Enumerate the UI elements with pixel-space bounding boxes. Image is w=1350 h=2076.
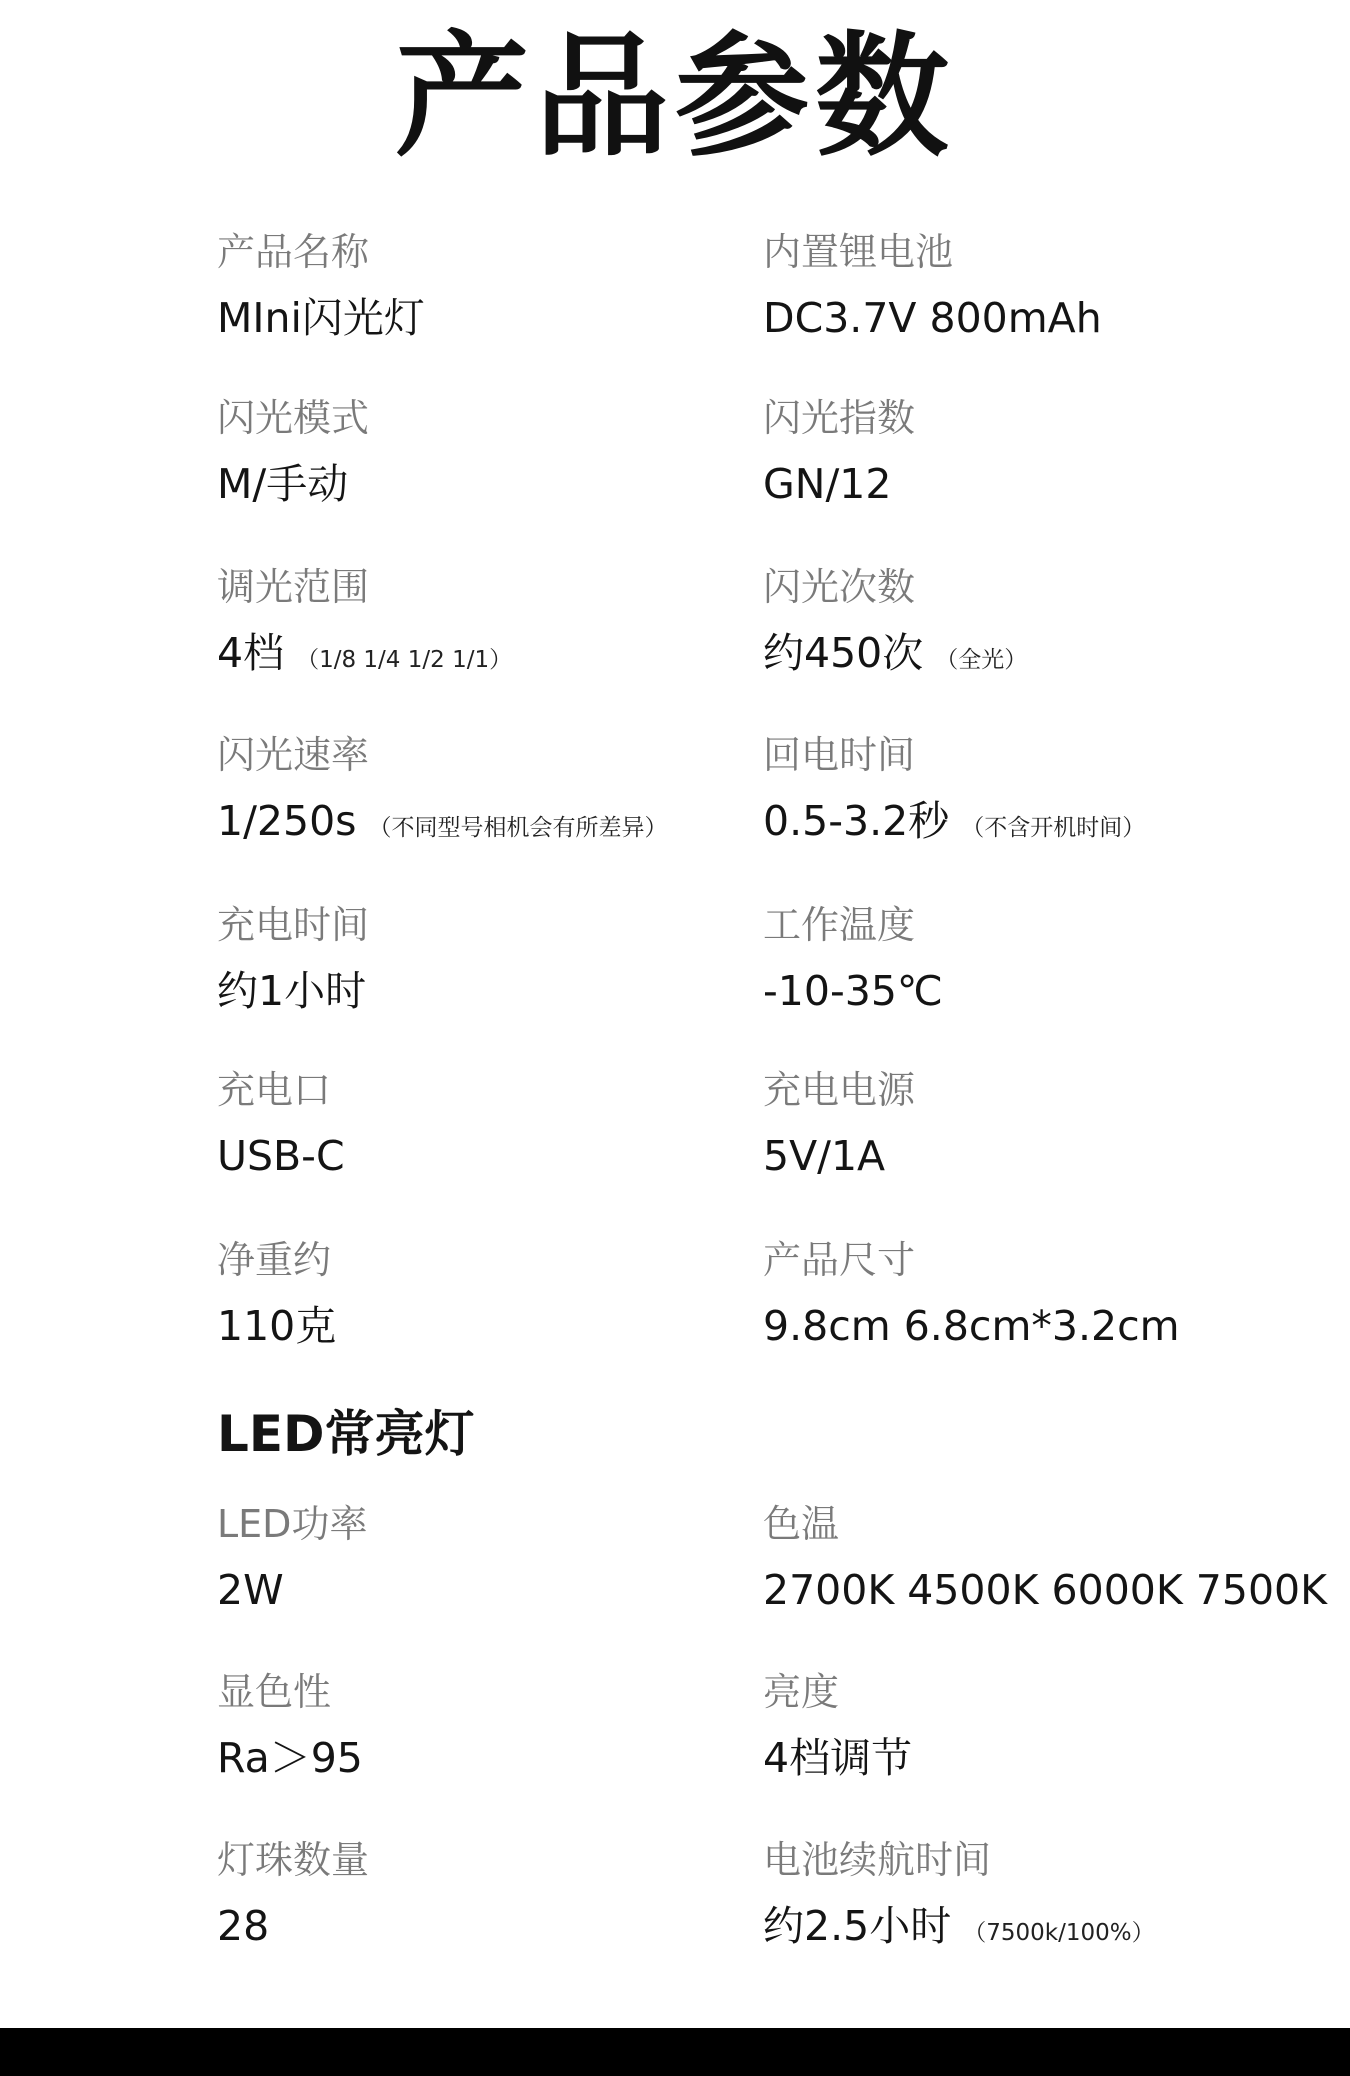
spec-label: 闪光指数 — [763, 396, 916, 440]
spec-value: GN/12 — [763, 460, 892, 508]
spec-label: 闪光次数 — [763, 565, 916, 609]
spec-flash-mode — [217, 394, 777, 510]
spec-label: 色温 — [763, 1502, 840, 1546]
spec-label: 回电时间 — [763, 733, 916, 777]
spec-label: 充电时间 — [217, 903, 370, 947]
spec-value: -10-35℃ — [763, 967, 943, 1015]
spec-power-supply — [763, 1066, 1323, 1182]
spec-dimming-range — [217, 563, 777, 686]
spec-value: MIni闪光灯 — [217, 294, 425, 342]
spec-label: 产品尺寸 — [763, 1238, 916, 1282]
spec-guide-number — [763, 394, 1323, 510]
spec-label: 工作温度 — [763, 903, 916, 947]
spec-value: 1/250s （不同型号相机会有所差异） — [217, 797, 668, 845]
spec-label: LED功率 — [217, 1502, 368, 1546]
spec-note: （1/8 1/4 1/2 1/1） — [296, 647, 513, 673]
spec-flash-count — [763, 563, 1323, 686]
spec-label: 闪光速率 — [217, 733, 370, 777]
spec-value: 28 — [217, 1902, 270, 1950]
spec-value: 约1小时 — [217, 967, 367, 1015]
page-title: 产品参数 — [394, 19, 955, 175]
spec-label: 充电口 — [217, 1068, 332, 1112]
spec-value: 2W — [217, 1566, 284, 1614]
spec-flash-sync — [217, 731, 777, 854]
spec-label: 电池续航时间 — [763, 1838, 992, 1882]
spec-label: 充电电源 — [763, 1068, 916, 1112]
spec-charge-time — [217, 901, 777, 1017]
spec-battery — [763, 228, 1323, 344]
spec-value: 110克 — [217, 1302, 337, 1350]
spec-led-count — [217, 1836, 777, 1952]
spec-cri — [217, 1668, 777, 1784]
spec-value: 4档 （1/8 1/4 1/2 1/1） — [217, 629, 513, 677]
spec-value: 4档调节 — [763, 1734, 913, 1782]
spec-value: 约450次 （全光） — [763, 629, 1028, 677]
spec-value: 约2.5小时 （7500k/100%） — [763, 1902, 1155, 1950]
spec-led-power — [217, 1500, 777, 1616]
spec-operating-temp — [763, 901, 1323, 1017]
spec-note: （不含开机时间） — [961, 815, 1146, 841]
spec-value: 5V/1A — [763, 1132, 886, 1180]
spec-value: M/手动 — [217, 460, 349, 508]
spec-value: 9.8cm 6.8cm*3.2cm — [763, 1302, 1180, 1350]
spec-label: 产品名称 — [217, 230, 370, 274]
spec-label: 内置锂电池 — [763, 230, 954, 274]
spec-value: DC3.7V 800mAh — [763, 294, 1102, 342]
spec-label: 亮度 — [763, 1670, 840, 1714]
spec-battery-life — [763, 1836, 1323, 1959]
spec-note: （7500k/100%） — [963, 1920, 1155, 1946]
spec-label: 净重约 — [217, 1238, 332, 1282]
spec-label: 显色性 — [217, 1670, 332, 1714]
spec-value: Ra＞95 — [217, 1734, 363, 1782]
spec-color-temp — [763, 1500, 1328, 1616]
spec-value: USB-C — [217, 1132, 345, 1180]
spec-note: （不同型号相机会有所差异） — [368, 815, 668, 841]
spec-brightness — [763, 1668, 1323, 1784]
spec-value: 0.5-3.2秒 （不含开机时间） — [763, 797, 1146, 845]
spec-label: 灯珠数量 — [217, 1838, 370, 1882]
led-section-heading: LED常亮灯 — [217, 1405, 475, 1463]
spec-note: （全光） — [935, 647, 1028, 673]
footer-bar — [0, 2028, 1350, 2076]
spec-value: 2700K 4500K 6000K 7500K — [763, 1566, 1328, 1614]
spec-label: 调光范围 — [217, 565, 370, 609]
spec-product-name — [217, 228, 777, 344]
spec-charge-port — [217, 1066, 777, 1182]
spec-label: 闪光模式 — [217, 396, 370, 440]
spec-recycle-time — [763, 731, 1323, 854]
spec-dimensions — [763, 1236, 1323, 1352]
spec-net-weight — [217, 1236, 777, 1352]
